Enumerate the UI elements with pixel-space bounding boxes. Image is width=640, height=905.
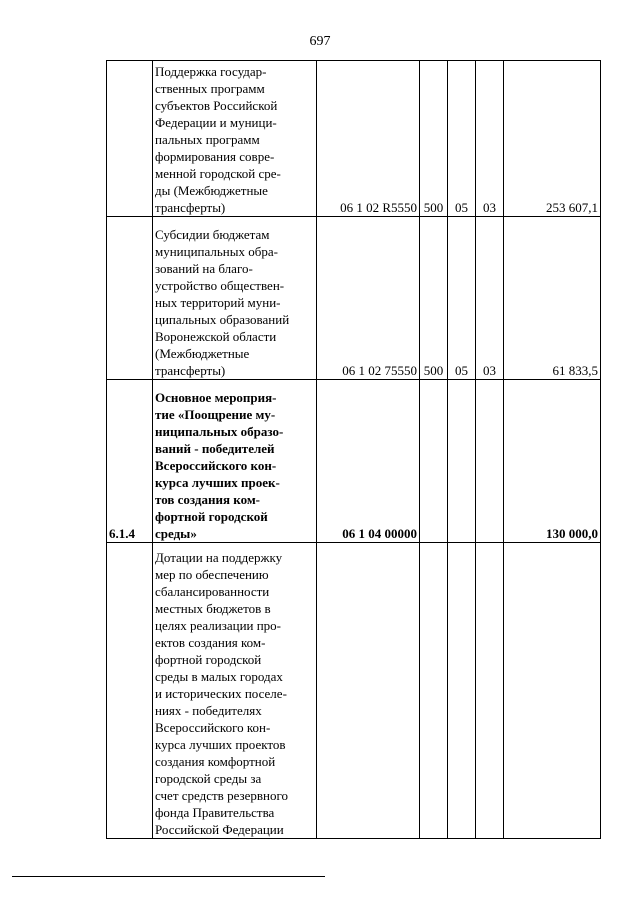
table-row [107,217,601,380]
table-row [107,61,601,217]
row-name: Поддержка государ- ственных программ субъектов Российской Федерации и муници- пальных программ формирования совре- менной городской сре- ды (Межбюджетные трансферты) [153,61,317,217]
row-subsection: 03 [476,61,504,217]
row-amount [504,543,601,839]
row-number [107,217,153,380]
row-expense-type: 500 [420,217,448,380]
row-number: 6.1.4 [107,380,153,543]
row-name: Субсидии бюджетам муниципальных обра- зований на благо- устройство обществен- ных территорий муни- ципальных образований Воронежской области (Межбюджетные трансферты) [153,217,317,380]
row-target-code [317,543,420,839]
row-number [107,61,153,217]
row-amount: 253 607,1 [504,61,601,217]
row-subsection [476,380,504,543]
row-section: 05 [448,217,476,380]
row-amount: 61 833,5 [504,217,601,380]
footnote-divider [12,876,325,877]
row-expense-type [420,543,448,839]
row-number [107,543,153,839]
row-subsection [476,543,504,839]
row-expense-type: 500 [420,61,448,217]
row-section [448,380,476,543]
row-amount: 130 000,0 [504,380,601,543]
row-expense-type [420,380,448,543]
row-section [448,543,476,839]
row-target-code: 06 1 02 R5550 [317,61,420,217]
table-row [107,380,601,543]
budget-table [106,60,601,839]
table-row [107,543,601,839]
row-name: Основное мероприя- тие «Поощрение му- ниципальных образо- ваний - победителей Всероссийского кон- курса лучших проек- тов создания ком- фортной городской среды» [153,380,317,543]
page-number: 697 [309,34,331,49]
row-target-code: 06 1 04 00000 [317,380,420,543]
row-subsection: 03 [476,217,504,380]
row-section: 05 [448,61,476,217]
row-name: Дотации на поддержку мер по обеспечению сбалансированности местных бюджетов в целях реализации про- ектов создания ком- фортной городской среды в малых городах и исторических поселе- ниях - победителях Всероссийского кон- курса лучших проектов создания комфортной городской среды за счет средств резервного фонда Правительства Российской Федерации [153,543,317,839]
row-target-code: 06 1 02 75550 [317,217,420,380]
